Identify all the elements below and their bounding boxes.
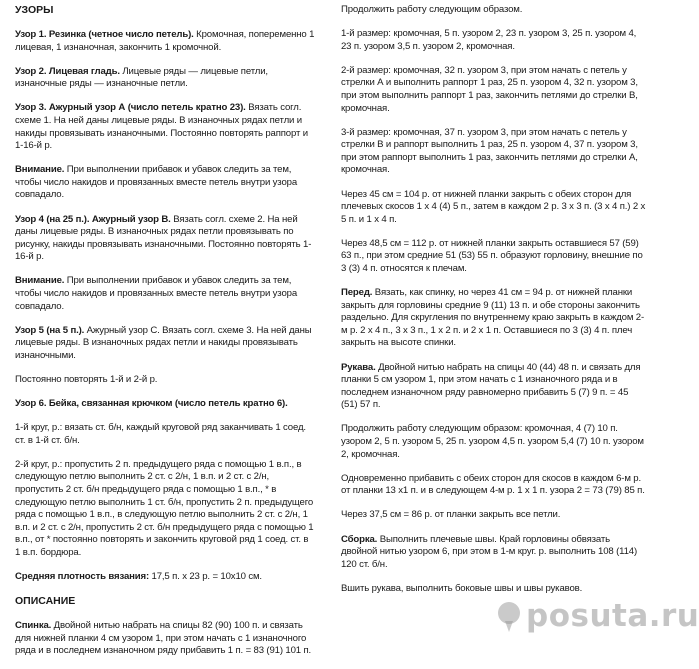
watermark-text: posuta.ru [526,598,699,634]
increase-paragraph: Одновременно прибавить с обеих сторон для скосов в каждом 6-м р. от планки 13 х1 п. и в следующем 4-м р. 1 х 1 п. узора 2 = 73 (79) 85 п. [341,472,645,497]
back-heading: Спинка. [15,620,52,632]
assembly-text: Выполнить плечевые швы. Край горловины обвязать двойной нитью узором 6, при этом в 1-м круг. р. выполнить 108 (114) 120 ст. б/н. [341,533,638,570]
front-text: Вязать, как спинку, но через 41 см = 94 р. от нижней планки закрыть для горловины средние 9 (11) 13 п. и обе стороны закончить раздельно. Для скругления по внутреннему краю закрыть в каждом 2- м р. 2 х 4 п., 3 х 3 п., 1 х 2 п. и 2 х 1 п. Оставшиеся по 3 (3) 4 п. плеч закрыть на высоте спинки. [341,287,645,349]
bind-off-paragraph: Через 37,5 см = 86 р. от планки закрыть все петли. [341,509,561,521]
pattern-6-heading: Узор 6. Бейка, связанная крючком (число петель кратно 6). [15,398,288,410]
pattern-1-paragraph [15,29,315,54]
front-heading: Перед. [341,287,373,299]
pattern-4-text: Вязать согл. схеме 2. На ней даны лицевые ряды. В изнаночных рядах петли провязывать по рисунку, накиды провязывать изнаночными. Постоянно повторять 1-16-й р. [15,213,312,263]
shoulder-bevel-paragraph: Через 45 см = 104 р. от нижней планки закрыть с обеих сторон для плечевых скосов 1 х 4 (4) 5 п., затем в каждом 2 р. 3 х 3 п. (3 х 4 п.) 2 х 5 п. и 1 х 4 п. [341,188,646,225]
pattern-3-heading: Узор 3. Ажурный узор А (число петель кратно 23). [15,102,246,114]
attention-2-heading: Внимание. [15,275,65,287]
pattern-5-paragraph [15,325,315,363]
pattern-3-paragraph [15,102,315,152]
gauge-paragraph [15,571,315,584]
gauge-text: 17,5 п. х 23 р. = 10х10 см. [149,571,262,583]
pattern-4-paragraph [15,214,315,264]
size-2-paragraph: 2-й размер: кромочная, 32 п. узором 3, при этом начать с петель у стрелки А и выполнить раппорт 1 раз, 25 п. узором 4, 32 п. узором 3, при этом выполнить раппорт 1 раз, закончить петлями до стрелки В, кромочная. [341,64,638,114]
repeat-note: Постоянно повторять 1-й и 2-й р. [15,373,158,385]
round-1-paragraph: 1-й круг, р.: вязать ст. б/н, каждый круговой ряд заканчивать 1 соед. ст. в 1-й ст. б/н. [15,422,306,446]
sleeves-continue-paragraph: Продолжить работу следующим образом: кромочная, 4 (7) 10 п. узором 2, 5 п. узором 5, 25 п. узором 4,5 п. узором 5,4 (7) 10 п. узором 2, кромочная. [341,423,644,460]
pattern-5-heading: Узор 5 (на 5 п.). [15,324,85,336]
sew-sleeves-paragraph: Вшить рукава, выполнить боковые швы и швы рукавов. [341,582,583,594]
gauge-heading: Средняя плотность вязания: [15,571,150,583]
attention-1-text: При выполнении прибавок и убавок следить за тем, чтобы число накидов и провязанных вместе петель внутри узора совпадало. [15,164,298,201]
pattern-6-paragraph [15,398,315,411]
sleeves-paragraph [341,362,646,412]
back-paragraph [15,620,315,658]
neckline-paragraph: Через 48,5 см = 112 р. от нижней планки закрыть оставшиеся 57 (59) 63 п., при этом средние 51 (53) 55 п. образуют горловину, внешние по 3 (3) 4 п. относятся к плечам. [341,237,643,274]
round-2-paragraph: 2-й круг, р.: пропустить 2 п. предыдущего ряда с помощью 1 в.п., в следующую петлю выполнить 2 ст. с 2/н, 1 в.п. и 2 ст. с 2/н, пропустить 2 ст. б/н предыдущего ряда с помощью 1 в.п., * в следующую петлю выполнить 1 ст. б/н, пропустить 2 п. предыдущего ряда с помощью 1 в.п., в следующую петлю выполнить 2 ст. с 2/н, 1 в.п. и 2 ст. с 2/н, пропустить 2 ст. б/н предыдущего ряда с помощью 1 в.п., от * постоянно повторять и закончить круговой ряд 1 соед. ст. в 1 в.п. бордюра. [15,458,314,558]
sleeves-text: Двойной нитью набрать на спицы 40 (44) 48 п. и связать для планки 5 см узором 1, при этом начать с 1 изнаночного ряда и в последнем изнаночном ряду равномерно прибавить 5 (7) 9 п. = 45 (51) 57 п. [341,361,641,411]
size-3-paragraph: 3-й размер: кромочная, 37 п. узором 3, при этом начать с петель у стрелки В и раппорт выполнить 1 раз, 25 п. узором 4, 37 п. узором 3, при этом раппорт выполнить 1 раз, закончить петлями до стрелки А, кромочная. [341,126,638,176]
assembly-heading: Сборка. [341,533,378,545]
continue-paragraph: Продолжить работу следующим образом. [341,4,523,15]
back-text: Двойной нитью набрать на спицы 82 (90) 100 п. и связать для нижней планки 4 см узором 1, при этом начать с 1 изнаночного ряда и в последнем изнаночном ряду прибавить 1 п. = 83 (91) 101 п. [15,620,312,657]
attention-2-paragraph [15,275,315,313]
section-title-patterns: УЗОРЫ [15,4,54,16]
right-column [341,4,646,607]
section-title-description: ОПИСАНИЕ [15,595,76,608]
pattern-2-heading: Узор 2. Лицевая гладь. [15,65,120,77]
left-column [15,4,315,669]
assembly-paragraph [341,534,646,572]
pattern-4-heading: Узор 4 (на 25 п.). Ажурный узор В. [15,213,171,225]
pattern-2-paragraph [15,66,315,91]
pattern-1-text: Кромочная, попеременно 1 лицевая, 1 изнаночная, закончить 1 кромочной. [15,29,315,53]
attention-2-text: При выполнении прибавок и убавок следить за тем, чтобы число накидов и провязанных вместе петель внутри узора совпадало. [15,275,298,312]
pattern-1-heading: Узор 1. Резинка (четное число петель). [15,29,194,40]
pattern-2-text: Лицевые ряды — лицевые петли, изнаночные ряды — изнаночные петли. [15,65,268,90]
pattern-3-text: Вязать согл. схеме 1. На ней даны лицевые ряды. В изнаночных рядах петли и накиды провязывать изнаночными. Постоянно повторять раппорт и 1-16-й р. [15,102,308,152]
front-paragraph [341,287,646,350]
pattern-5-text: Ажурный узор С. Вязать согл. схеме 3. На ней даны лицевые ряды. В изнаночных рядах петли и накиды провязывать изнаночными. [15,324,312,361]
attention-1-heading: Внимание. [15,164,65,176]
sleeves-heading: Рукава. [341,361,376,373]
size-1-paragraph: 1-й размер: кромочная, 5 п. узором 2, 23 п. узором 3, 25 п. узором 4, 23 п. узором 3,5 п. узором 2, кромочная. [341,28,637,52]
attention-1-paragraph [15,164,315,202]
